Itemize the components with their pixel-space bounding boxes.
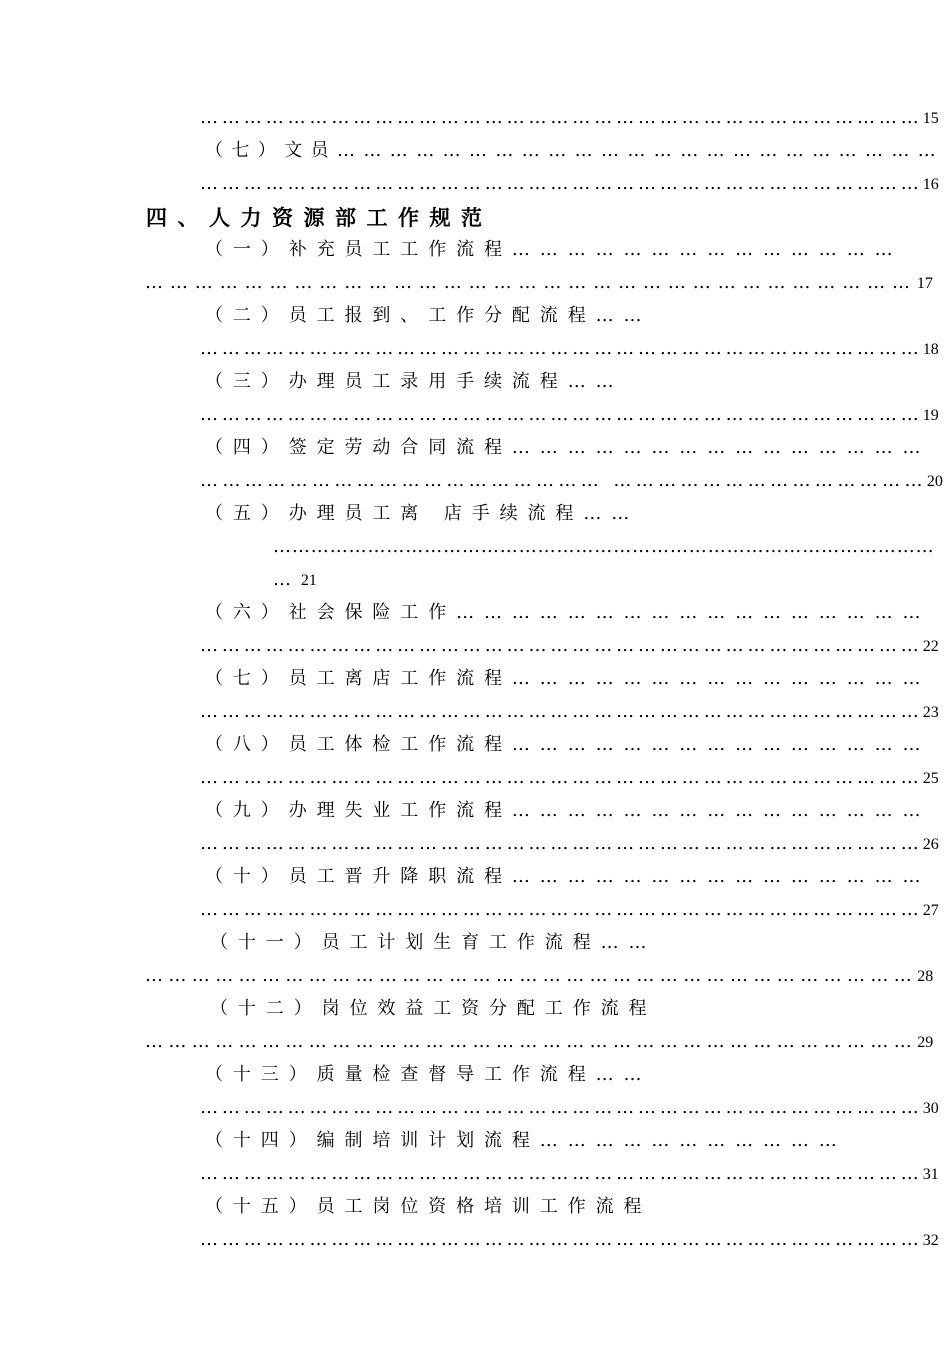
toc-leader-line [200,339,939,360]
toc-page-number: 30 [922,1100,939,1117]
toc-leader-line [145,1032,933,1053]
toc-entry [205,735,930,755]
toc-entry [210,933,656,953]
toc-entry [205,240,903,260]
toc-entry-text: （九）办理失业工作流程……………………………………… [205,800,931,821]
toc-leader: ……………………………………………………………………………………… [200,635,923,656]
toc-leader: …………………………………………………………………………………………… [273,536,935,557]
toc-leader: ……………………………………………………………………………………… [200,107,923,128]
toc-leader-line [200,900,939,921]
toc-entry-text: （八）员工体检工作流程……………………………………… [205,734,931,755]
toc-page-number: 29 [917,1034,934,1051]
toc-entry-text: （十三）质量检查督导工作流程…… [205,1064,652,1085]
toc-entry [210,999,656,1019]
toc-leader-line [200,1164,939,1185]
toc-entry-text: （十五）员工岗位资格培训工作流程 [205,1196,652,1217]
toc-page-number: 16 [922,176,939,193]
toc-leader: ……………………………………………………………………………………… [145,1031,918,1052]
toc-leader: ……………………………………………………………………………………… [200,1097,923,1118]
toc-leader-line [200,1230,939,1251]
toc-entry-text: （十四）编制培训计划流程…………………………… [205,1130,847,1151]
toc-page-number: 23 [922,704,939,721]
toc-page-number: 15 [922,110,939,127]
toc-leader-line [200,471,943,492]
toc-page-number: 21 [300,572,317,589]
toc-entry [205,867,930,887]
toc-entry-text: （三）办理员工录用手续流程…… [205,371,624,392]
toc-leader: ……………………………………………………………………………………… [200,833,923,854]
toc-entry-text: （四）签定劳动合同流程……………………………………… [205,437,931,458]
toc-entry-text: （一）补充员工工作流程…………………………………… [205,239,903,260]
toc-leader-line [145,966,933,987]
toc-entry [205,603,930,623]
toc-page-number: 28 [917,968,934,985]
toc-leader-line [200,702,939,723]
toc-page-number: 25 [922,770,939,787]
toc-leader: ……………………………………………………………………………………… [200,1163,923,1184]
toc-entry [205,372,624,392]
toc-page-number: 17 [916,275,933,292]
toc-page-number: 31 [922,1166,939,1183]
toc-entry-text: （五）办理员工离 店手续流程…… [205,503,640,524]
toc-page-number: 19 [922,407,939,424]
toc-leader-line [200,1098,939,1119]
toc-page-number: 27 [922,902,939,919]
toc-leader: ……………………………………………………………………………………… [200,701,923,722]
toc-leader-line [200,108,939,129]
toc-entry [205,1131,847,1151]
toc-leader-line [200,405,939,426]
toc-page-number: 22 [922,638,939,655]
toc-entry-text: （十二）岗位效益工资分配工作流程 [210,998,657,1019]
toc-leader-line [200,768,939,789]
toc-entry-text: （二）员工报到、工作分配流程…… [205,305,652,326]
toc-entry [205,438,930,458]
toc-leader-line [273,570,317,591]
toc-entry [205,1065,651,1085]
toc-entry [205,141,944,161]
toc-page-number: 20 [926,473,943,490]
toc-entry [205,1197,651,1217]
toc-leader: ………………………………………………………………………………… [145,272,917,293]
toc-entry-text: （七）员工离店工作流程……………………………………… [205,668,931,689]
toc-page-number: 18 [922,341,939,358]
toc-page-number: 32 [922,1232,939,1249]
toc-leader-line [145,273,933,294]
toc-entry-text: （十）员工晋升降职流程……………………………………… [205,866,931,887]
toc-entry [205,801,930,821]
toc-entry [205,669,930,689]
toc-leader: ……………………………………………………………………………………… [200,173,923,194]
toc-leader: ……………………………………………………………………………………… [200,767,923,788]
toc-leader-line [200,636,939,657]
toc-entry [205,306,651,326]
toc-entry-text: （十一）员工计划生育工作流程…… [210,932,657,953]
toc-leader-line [200,834,939,855]
toc-entry [205,504,639,524]
section-heading: 四、人力资源部工作规范 [146,206,493,230]
toc-leader-line [273,537,935,557]
toc-leader: ……………………………………………………………………………………… [200,338,923,359]
toc-leader: ……………………………………………………………………………………… [145,965,918,986]
toc-leader: ……………………………………………………………………………………… [200,899,923,920]
toc-entry-text: （六）社会保险工作…………………………………………… [205,602,931,623]
toc-entry-text: （七）文员…………………………………………………………… [205,140,945,161]
toc-leader: ……………………………………………… …………………………………… [200,470,927,491]
toc-leader: ……………………………………………………………………………………… [200,1229,923,1250]
toc-leader: … [273,569,301,590]
toc-page-number: 26 [922,836,939,853]
toc-leader-line [200,174,939,195]
toc-leader: ……………………………………………………………………………………… [200,404,923,425]
